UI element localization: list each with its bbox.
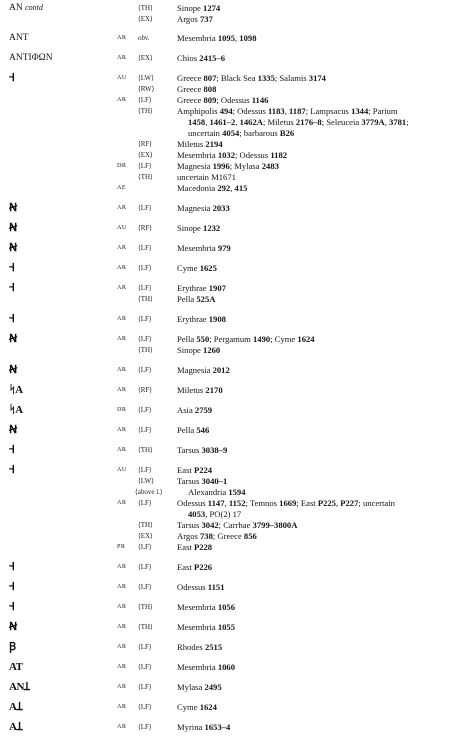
entry-text: Tarsus 3038–9 (177, 445, 228, 455)
entry-text: Sinope 1260 (177, 345, 221, 355)
catalogue-row (0, 32, 468, 44)
position-code: obv. (138, 34, 150, 42)
monogram-icon: Ꟶ (9, 601, 15, 613)
metal-code: AR (117, 96, 127, 103)
position-code: ⟨TH⟩ (138, 603, 153, 611)
catalogue-row (0, 13, 468, 25)
catalogue-row (0, 293, 468, 305)
metal-code: AR (117, 426, 127, 433)
position-code: ⟨TH⟩ (138, 107, 153, 115)
position-code: ⟨LW⟩ (138, 477, 154, 485)
monogram-icon: AꞱ (9, 701, 23, 713)
position-code: ⟨LF⟩ (138, 366, 152, 374)
position-code: ⟨TH⟩ (138, 295, 153, 303)
metal-code: AR (117, 244, 127, 251)
entry-continuation: 4053, PO(2) 17 (188, 509, 242, 519)
catalogue-row (0, 541, 468, 553)
entry-text: Mesembria 979 (177, 243, 231, 253)
position-code: ⟨RF⟩ (138, 386, 153, 394)
position-code: ⟨LF⟩ (138, 315, 152, 323)
position-code: ⟨above l.⟩ (135, 488, 163, 496)
entry-text: Magnesia 1996; Mylasa 2483 (177, 161, 279, 171)
metal-code: AU (117, 74, 127, 81)
position-code: ⟨LF⟩ (138, 284, 152, 292)
entry-text: Sinope 1232 (177, 223, 221, 233)
catalogue-row (0, 561, 468, 573)
metal-code: AR (117, 603, 127, 610)
entry-text: Magnesia 2033 (177, 203, 230, 213)
entry-text: Pella 525A (177, 294, 216, 304)
metal-code: AR (117, 723, 127, 730)
entry-text: Chios 2415–6 (177, 53, 225, 63)
position-code: ⟨LF⟩ (138, 663, 152, 671)
entry-text: Odessus 1151 (177, 582, 225, 592)
metal-code: PR (117, 543, 126, 550)
catalogue-row (0, 404, 468, 416)
position-code: ⟨LW⟩ (138, 74, 154, 82)
position-code: ⟨RW⟩ (138, 85, 155, 93)
position-code: ⟨RF⟩ (138, 224, 153, 232)
metal-code: AR (117, 335, 127, 342)
entry-text: Mesembria 1056 (177, 602, 235, 612)
monogram-icon: ANꞱ (9, 681, 30, 693)
catalogue-row (0, 313, 468, 325)
catalogue-row (0, 262, 468, 274)
entry-text: East P228 (177, 542, 213, 552)
position-code: ⟨LF⟩ (138, 499, 152, 507)
monogram-icon: Ꟶ (9, 72, 15, 84)
monogram-icon: Ꟶ (9, 282, 15, 294)
monogram-label: ANT (9, 33, 29, 43)
catalogue-row (0, 222, 468, 234)
catalogue-row (0, 601, 468, 613)
metal-code: DR (117, 162, 127, 169)
entry-text: Tarsus 3042; Carrhae 3799–3800A (177, 520, 298, 530)
position-code: ⟨LF⟩ (138, 683, 152, 691)
entry-text: East P224 (177, 465, 213, 475)
catalogue-row (0, 242, 468, 254)
monogram-icon: Ꞥ (9, 424, 17, 436)
entry-text: Mesembria 1055 (177, 622, 235, 632)
position-code: ⟨LF⟩ (138, 162, 152, 170)
metal-code: AU (117, 224, 127, 231)
catalogue-row (0, 581, 468, 593)
entry-text: East P226 (177, 562, 213, 572)
catalogue-row (0, 344, 468, 356)
monogram-icon: ᛋA (9, 384, 23, 396)
metal-code: AE (117, 184, 127, 191)
catalogue-row (0, 721, 468, 733)
metal-code: AR (117, 703, 127, 710)
monogram-icon: Ꟶ (9, 262, 15, 274)
catalogue-row (0, 52, 468, 64)
position-code: ⟨TH⟩ (138, 521, 153, 529)
monogram-icon: Ꞥ (9, 242, 17, 254)
catalogue-row (0, 661, 468, 673)
entry-text: Erythrae 1908 (177, 314, 226, 324)
monogram-icon: Ꟶ (9, 581, 15, 593)
position-code: ⟨LF⟩ (138, 583, 152, 591)
metal-code: AR (117, 366, 127, 373)
entry-text: Alexandria 1594 (188, 487, 246, 497)
monogram-label: AN contd (9, 3, 43, 13)
position-code: ⟨LF⟩ (138, 643, 152, 651)
catalogue-row (0, 681, 468, 693)
entry-text: Macedonia 292, 415 (177, 183, 248, 193)
monogram-icon: Ꞥ (9, 621, 17, 633)
entry-text: uncertain M1671 (177, 172, 236, 182)
catalogue-row (0, 621, 468, 633)
monogram-icon: AT (9, 661, 23, 673)
entry-text: Erythrae 1907 (177, 283, 226, 293)
position-code: ⟨LF⟩ (138, 543, 152, 551)
entry-text: Miletus 2194 (177, 139, 223, 149)
metal-code: AR (117, 284, 127, 291)
metal-code: AU (117, 466, 127, 473)
metal-code: AR (117, 386, 127, 393)
entry-text: Magnesia 2012 (177, 365, 230, 375)
catalogue-row (0, 384, 468, 396)
entry-text: Cyme 1625 (177, 263, 217, 273)
metal-code: AR (117, 499, 127, 506)
entry-text: Asia 2759 (177, 405, 213, 415)
entry-text: Cyme 1624 (177, 702, 217, 712)
entry-text: Mesembria 1032; Odessus 1182 (177, 150, 288, 160)
position-code: ⟨EX⟩ (138, 532, 153, 540)
monogram-icon: Ꞥ (9, 202, 17, 214)
entry-text: Argos 738; Greece 856 (177, 531, 257, 541)
position-code: ⟨LF⟩ (138, 563, 152, 571)
metal-code: AR (117, 446, 127, 453)
entry-text: Mylasa 2495 (177, 682, 222, 692)
catalogue-row (0, 182, 468, 194)
metal-code: AR (117, 204, 127, 211)
position-code: ⟨LF⟩ (138, 204, 152, 212)
catalogue-row (0, 364, 468, 376)
monogram-icon: Ꟶ (9, 444, 15, 456)
entry-text: Pella 550; Pergamum 1490; Cyme 1624 (177, 334, 315, 344)
position-code: ⟨LF⟩ (138, 426, 152, 434)
position-code: ⟨RF⟩ (138, 140, 153, 148)
monogram-icon: Ꞵ (9, 641, 16, 653)
entry-text: Greece 809; Odessus 1146 (177, 95, 269, 105)
monogram-icon: Ꟶ (9, 561, 15, 573)
position-code: ⟨TH⟩ (138, 446, 153, 454)
catalogue-row (0, 424, 468, 436)
entry-text: Pella 546 (177, 425, 210, 435)
entry-text: Argos 737 (177, 14, 213, 24)
metal-code: AR (117, 264, 127, 271)
contd-note: contd (25, 3, 43, 12)
entry-text: Rhodes 2515 (177, 642, 223, 652)
metal-code: AR (117, 643, 127, 650)
position-code: ⟨TH⟩ (138, 173, 153, 181)
position-code: ⟨LF⟩ (138, 244, 152, 252)
entry-text: Tarsus 3040–1 (177, 476, 228, 486)
position-code: ⟨LF⟩ (138, 406, 152, 414)
position-code: ⟨EX⟩ (138, 151, 153, 159)
monogram-label: ANTIΦΩN (9, 53, 53, 63)
entry-text: Mesembria 1060 (177, 662, 235, 672)
metal-code: AR (117, 34, 127, 41)
entry-text: Odessus 1147, 1152; Temnos 1669; East P225, P227; uncertain (177, 498, 395, 508)
entry-text: Myrina 1653–4 (177, 722, 231, 732)
entry-text: Mesembria 1095, 1098 (177, 33, 257, 43)
metal-code: AR (117, 583, 127, 590)
position-code: ⟨LF⟩ (138, 335, 152, 343)
monogram-icon: Ꞥ (9, 333, 17, 345)
catalogue-row (0, 701, 468, 713)
catalogue-row (0, 444, 468, 456)
catalogue-row (0, 641, 468, 653)
entry-text: Amphipolis 494; Odessus 1183, 1187; Lampsacus 1344; Parium (177, 106, 398, 116)
monogram-icon: AꞱ (9, 721, 23, 733)
position-code: ⟨EX⟩ (138, 54, 153, 62)
monogram-icon: Ꞥ (9, 364, 17, 376)
monogram-icon: Ꟶ (9, 464, 15, 476)
position-code: ⟨LF⟩ (138, 96, 152, 104)
entry-text: Sinope 1274 (177, 3, 221, 13)
position-code: ⟨TH⟩ (138, 4, 153, 12)
position-code: ⟨TH⟩ (138, 346, 153, 354)
position-code: ⟨LF⟩ (138, 264, 152, 272)
metal-code: AR (117, 563, 127, 570)
catalogue-row (0, 202, 468, 214)
entry-continuation: 1458, 1461–2, 1462A; Miletus 2176–8; Seleuceia 3779A, 3781; (188, 117, 409, 127)
entry-continuation: uncertain 4054; barbarous B26 (188, 128, 295, 138)
entry-text: Miletus 2170 (177, 385, 223, 395)
position-code: ⟨LF⟩ (138, 723, 152, 731)
metal-code: AR (117, 683, 127, 690)
entry-text: Greece 807; Black Sea 1335; Salamis 3174 (177, 73, 326, 83)
entry-text: Greece 808 (177, 84, 217, 94)
monogram-icon: ᛋA (9, 404, 23, 416)
metal-code: AR (117, 663, 127, 670)
monogram-icon: Ꟶ (9, 313, 15, 325)
monogram-icon: Ꞥ (9, 222, 17, 234)
metal-code: AR (117, 54, 127, 61)
position-code: ⟨LF⟩ (138, 466, 152, 474)
metal-code: AR (117, 623, 127, 630)
position-code: ⟨LF⟩ (138, 703, 152, 711)
metal-code: AR (117, 315, 127, 322)
position-code: ⟨TH⟩ (138, 623, 153, 631)
position-code: ⟨EX⟩ (138, 15, 153, 23)
metal-code: DR (117, 406, 127, 413)
